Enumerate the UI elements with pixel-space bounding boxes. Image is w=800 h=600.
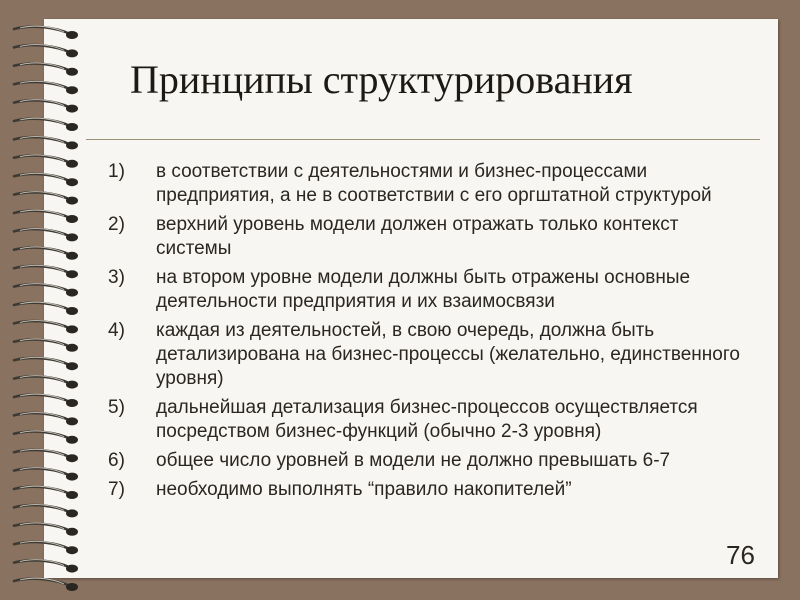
list-item xyxy=(108,478,748,502)
list-item xyxy=(108,266,748,314)
item-text: дальнейшая детализация бизнес-процессов осуществляется посредством бизнес-функций (обычно 2-3 уровня) xyxy=(156,397,698,442)
page-number: 76 xyxy=(726,540,755,570)
item-number: 6) xyxy=(108,450,125,471)
item-number: 1) xyxy=(108,161,125,182)
list-item xyxy=(108,449,748,473)
item-text: каждая из деятельностей, в свою очередь, должна быть детализирована на бизнес-процессы (желательно, единственного уровня) xyxy=(156,320,740,389)
title-divider xyxy=(86,139,760,140)
list-item xyxy=(108,396,748,444)
list-item xyxy=(108,213,748,261)
item-text: необходимо выполнять “правило накопителей” xyxy=(156,479,572,500)
spiral-ring xyxy=(14,578,78,591)
item-number: 3) xyxy=(108,267,125,288)
item-text: на втором уровне модели должны быть отражены основные деятельности предприятия и их взаимосвязи xyxy=(156,267,691,312)
principles-list xyxy=(108,160,748,507)
item-text: в соответствии с деятельностями и бизнес-процессами предприятия, а не в соответствии с его оргштатной структурой xyxy=(156,161,712,206)
list-item xyxy=(108,319,748,391)
item-number: 7) xyxy=(108,479,125,500)
item-text: верхний уровень модели должен отражать только контекст системы xyxy=(156,214,679,259)
item-number: 2) xyxy=(108,214,125,235)
list-item xyxy=(108,160,748,208)
item-number: 4) xyxy=(108,320,125,341)
item-text: общее число уровней в модели не должно превышать 6-7 xyxy=(156,450,671,471)
item-number: 5) xyxy=(108,397,125,418)
slide-title: Принципы структурирования xyxy=(130,57,633,102)
